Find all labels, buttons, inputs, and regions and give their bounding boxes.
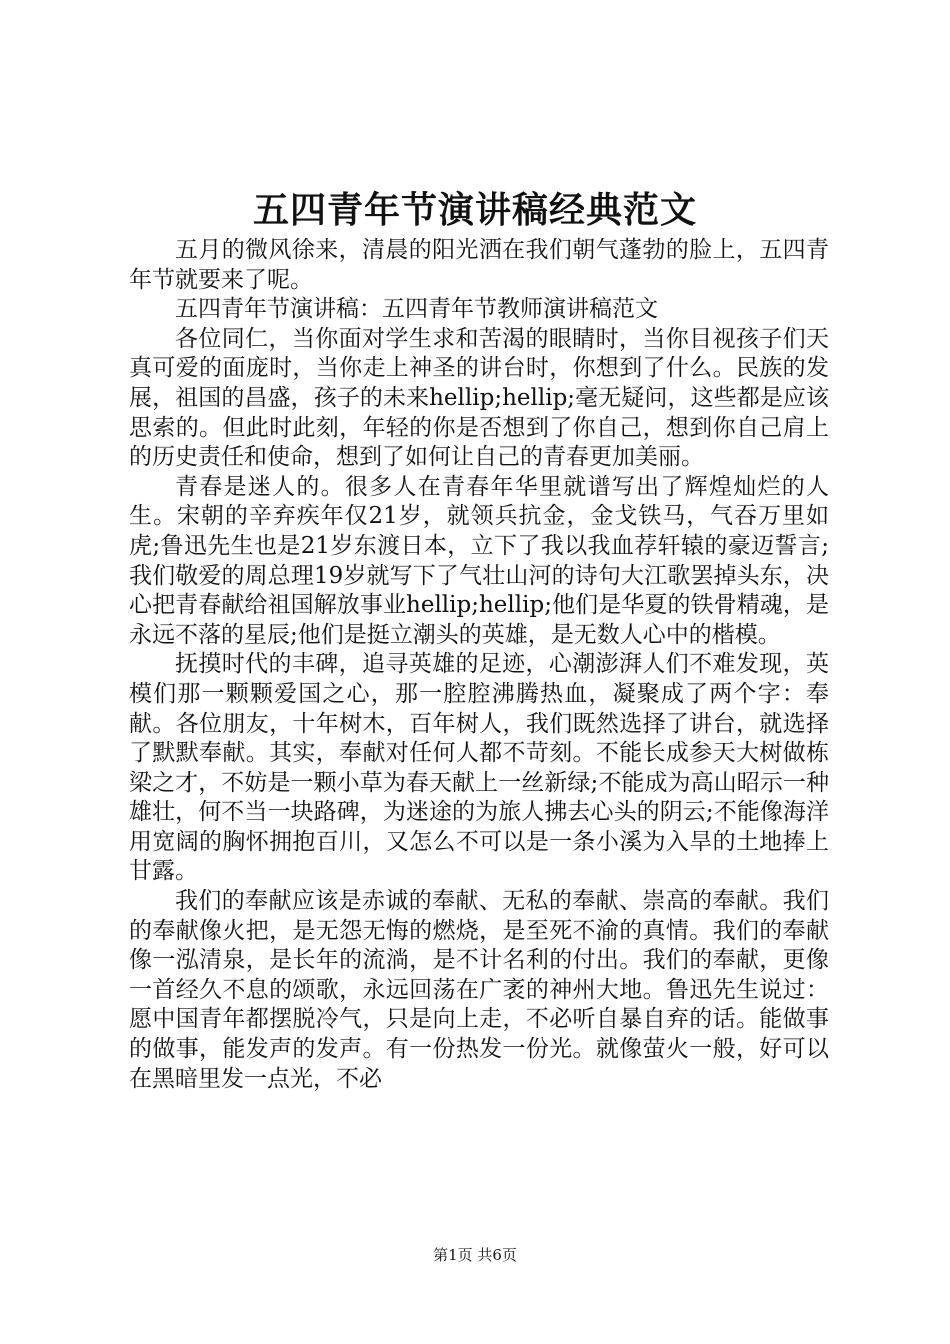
paragraph-youth: 青春是迷人的。很多人在青春年华里就谱写出了辉煌灿烂的人生。宋朝的辛弃疾年仅21岁，就领兵抗金，金戈铁马，气吞万里如虎;鲁迅先生也是21岁东渡日本，立下了我以我血荐轩辕的豪迈誓言;我们敬爱的周总理19岁就写下了气壮山河的诗句大江歌罢掉头东，决心把青春献给祖国解放事业hellip;hellip;他们是华夏的铁骨精魂，是永远不落的星辰;他们是挺立潮头的英雄，是无数人心中的楷模。 — [129, 473, 829, 648]
page-footer: 第1页 共6页 — [433, 1246, 517, 1264]
paragraph-dedication: 抚摸时代的丰碑，追寻英雄的足迹，心潮澎湃人们不难发现，英模们那一颗颗爱国之心，那一腔腔沸腾热血，凝聚成了两个字：奉献。各位朋友，十年树木，百年树人，我们既然选择了讲台，就选择了默默奉献。其实，奉献对任何人都不苛刻。不能长成参天大树做栋梁之才，不妨是一颗小草为春天献上一丝新绿;不能成为高山昭示一种雄壮，何不当一块路碑，为迷途的为旅人拂去心头的阴云;不能像海洋用宽阔的胸怀拥抱百川，又怎么不可以是一条小溪为入旱的土地捧上甘露。 — [129, 651, 829, 885]
paragraph-subtitle: 五四青年节演讲稿：五四青年节教师演讲稿范文 — [175, 296, 658, 323]
paragraph-devotion: 我们的奉献应该是赤诚的奉献、无私的奉献、崇高的奉献。我们的奉献像火把，是无怨无悔的燃烧，是至死不渝的真情。我们的奉献像一泓清泉，是长年的流淌，是不计名利的付出。我们的奉献，更像一首经久不息的颂歌，永远回荡在广袤的神州大地。鲁迅先生说过：愿中国青年都摆脱冷气，只是向上走，不必听自暴自弃的话。能做事的做事，能发声的发声。有一份热发一份光。就像萤火一般，好可以在黑暗里发一点光，不必 — [129, 888, 829, 1092]
paragraph-intro: 五月的微风徐来，清晨的阳光洒在我们朝气蓬勃的脸上，五四青年节就要来了呢。 — [129, 237, 829, 293]
document-body — [129, 236, 829, 1094]
paragraph-greeting: 各位同仁，当你面对学生求和苦渴的眼睛时，当你目视孩子们天真可爱的面庞时，当你走上神圣的讲台时，你想到了什么。民族的发展，祖国的昌盛，孩子的未来hellip;hellip;毫无疑问，这些都是应该思索的。但此时此刻，年轻的你是否想到了你自己，想到你自己肩上的历史责任和使命，想到了如何让自己的青春更加美丽。 — [129, 325, 829, 471]
document-title: 五四青年节演讲稿经典范文 — [252, 189, 697, 231]
